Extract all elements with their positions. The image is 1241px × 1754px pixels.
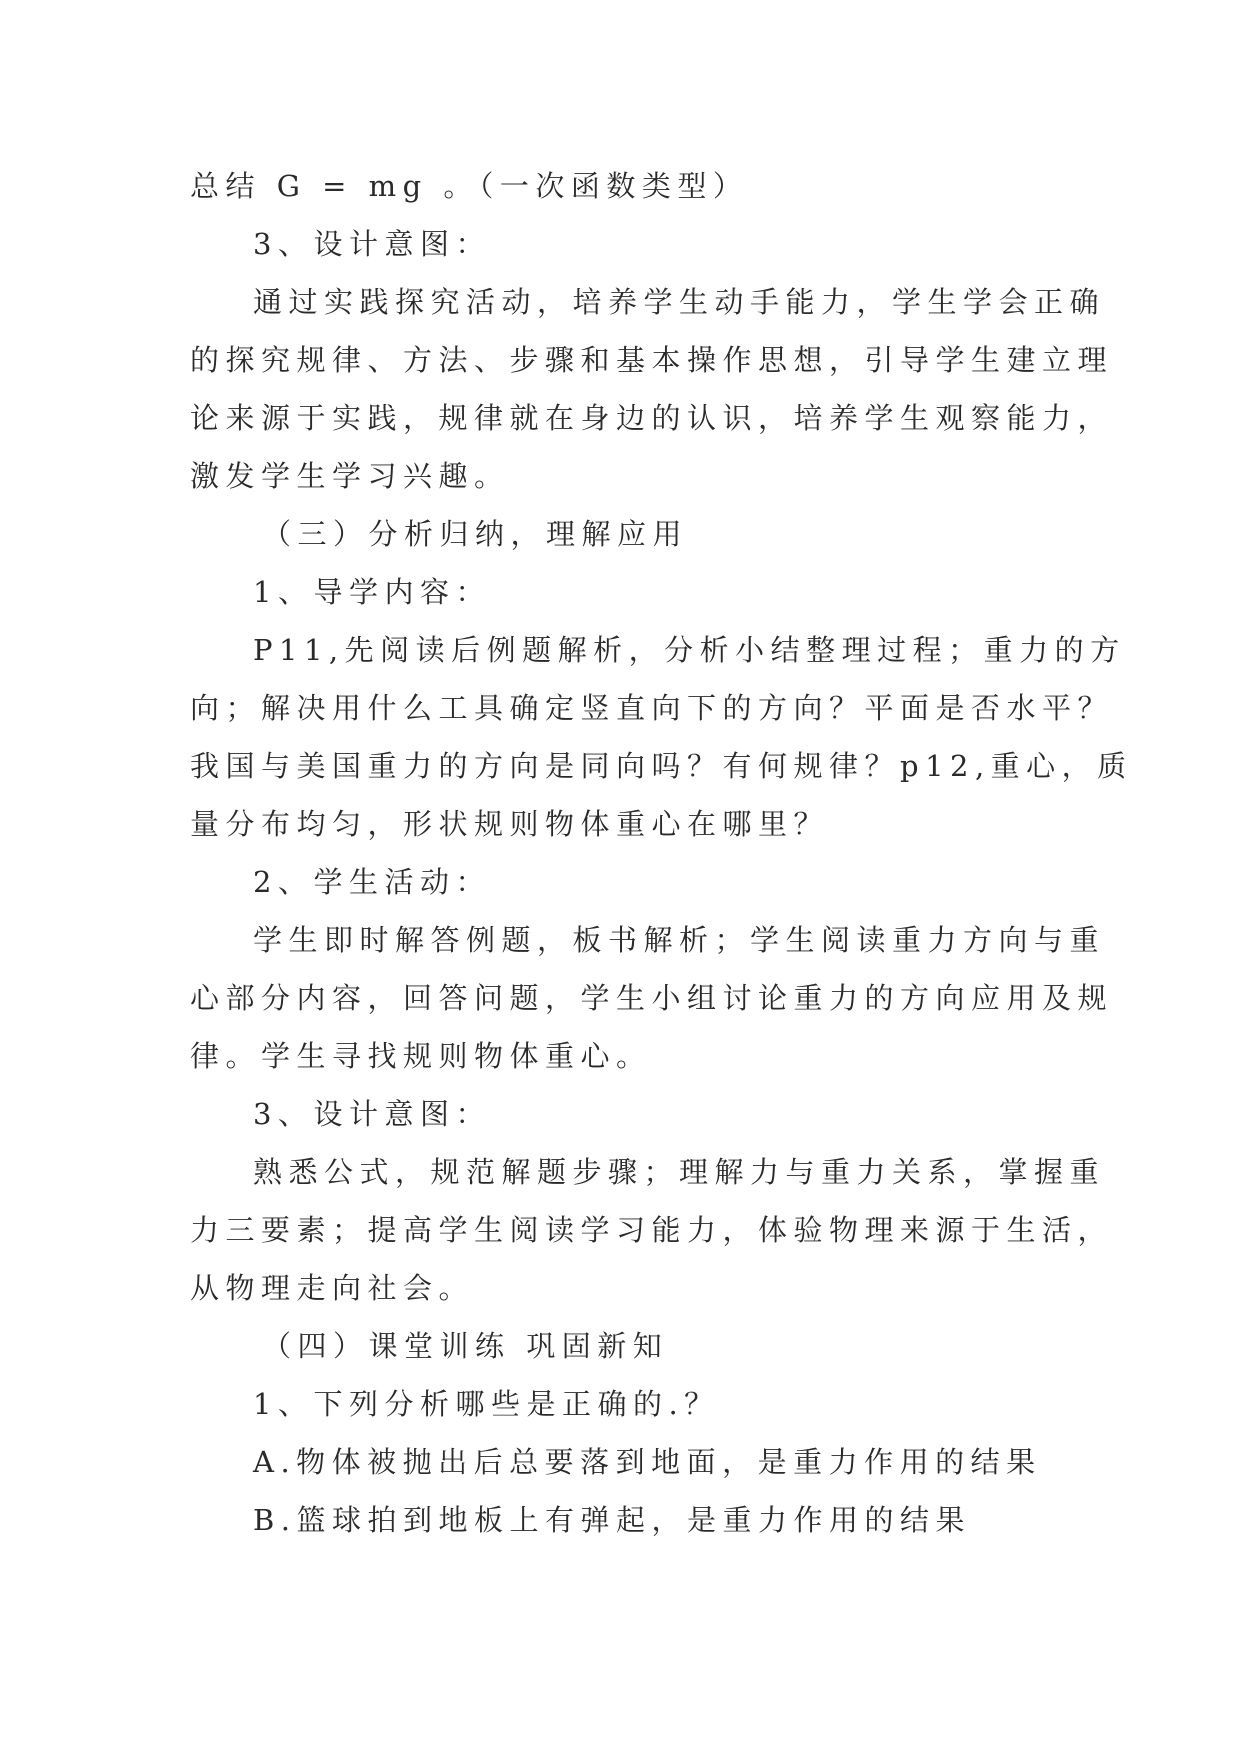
text-line-13: 2、学生活动： [253,865,491,899]
text-line-5: 论来源于实践，规律就在身边的认识，培养学生观察能力， [190,401,1114,435]
text-line-20: 从物理走向社会。 [190,1271,475,1305]
text-line-12: 量分布均匀，形状规则物体重心在哪里？ [190,807,830,841]
option-a: A.物体被抛出后总要落到地面，是重力作用的结果 [253,1445,1042,1479]
text-line-6: 激发学生学习兴趣。 [190,459,510,493]
text-line-16: 律。学生寻找规则物体重心。 [190,1039,652,1073]
text-line-8: 1、导学内容： [253,575,491,609]
text-line-10: 向；解决用什么工具确定竖直向下的方向？平面是否水平？ [190,691,1114,725]
text-line-18: 熟悉公式，规范解题步骤；理解力与重力关系，掌握重 [253,1155,1106,1189]
question-1: 1、下列分析哪些是正确的.？ [253,1387,720,1421]
text-line-1: 总结 G = mg 。（一次函数类型） [190,169,749,203]
text-line-9: P11,先阅读后例题解析，分析小结整理过程；重力的方 [253,633,1126,667]
text-line-2: 3、设计意图： [253,227,491,261]
text-line-15: 心部分内容，回答问题，学生小组讨论重力的方向应用及规 [190,981,1114,1015]
text-line-19: 力三要素；提高学生阅读学习能力，体验物理来源于生活， [190,1213,1114,1247]
text-line-17: 3、设计意图： [253,1097,491,1131]
text-line-11: 我国与美国重力的方向是同向吗？有何规律？p12,重心，质 [190,749,1133,783]
option-b: B.篮球拍到地板上有弹起，是重力作用的结果 [253,1503,972,1537]
text-line-3: 通过实践探究活动，培养学生动手能力，学生学会正确 [253,285,1106,319]
section-heading-3: （三）分析归纳，理解应用 [262,517,689,551]
section-heading-4: （四）课堂训练 巩固新知 [262,1329,669,1363]
text-line-4: 的探究规律、方法、步骤和基本操作思想，引导学生建立理 [190,343,1114,377]
text-line-14: 学生即时解答例题，板书解析；学生阅读重力方向与重 [253,923,1106,957]
